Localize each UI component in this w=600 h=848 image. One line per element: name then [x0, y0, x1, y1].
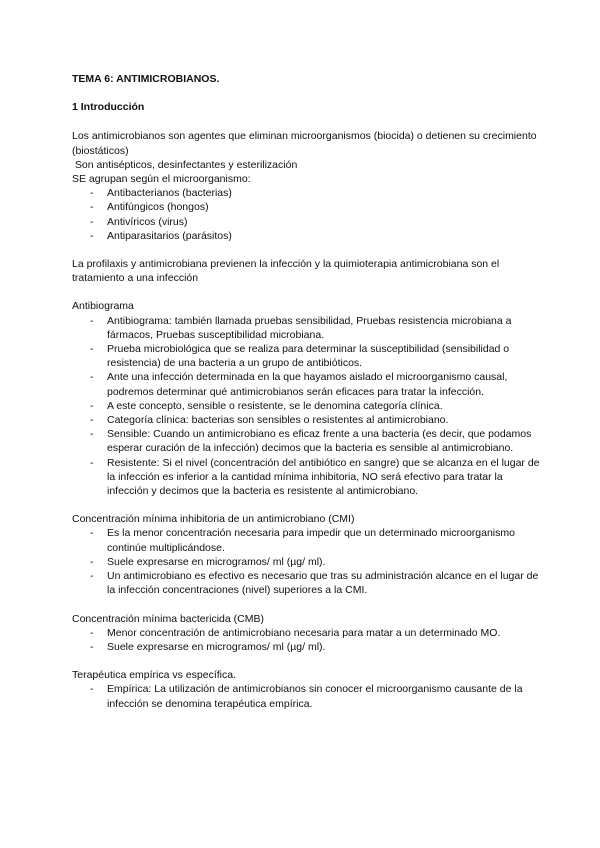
- list-item: - Antifúngicos (hongos): [72, 200, 540, 214]
- cmi-list: [72, 526, 540, 597]
- cmb-list: [72, 626, 540, 654]
- microorganism-group-list: [72, 186, 540, 243]
- prophylaxis-paragraph: La profilaxis y antimicrobiana previenen la infección y la quimioterapia antimicrobiana son el tratamiento a una infección: [72, 258, 500, 285]
- list-item: - Suele expresarse en microgramos/ ml (µg/ ml).: [72, 640, 540, 654]
- list-item: - Antiparasitarios (parásitos): [72, 229, 540, 243]
- list-item: - Un antimicrobiano es efectivo es necesario que tras su administración alcance en el lugar de la infección concentraciones (nivel) superiores a la CMI.: [72, 569, 540, 597]
- section-heading-introduccion: 1 Introducción: [72, 101, 145, 114]
- section-heading-terapeutica: Terapéutica empírica vs específica.: [72, 669, 236, 682]
- intro-line-antisepticos: Son antisépticos, desinfectantes y esterilización: [72, 158, 298, 171]
- list-item: - Suele expresarse en microgramos/ ml (µg/ ml).: [72, 555, 540, 569]
- antibiograma-list: [72, 314, 540, 499]
- section-heading-cmb: Concentración mínima bactericida (CMB): [72, 612, 264, 625]
- intro-line-agrupan: SE agrupan según el microorganismo:: [72, 173, 251, 186]
- list-item: - Prueba microbiológica que se realiza para determinar la susceptibilidad (sensibilidad o resistencia) de una bacteria a un grupo de antibióticos.: [72, 342, 540, 370]
- list-item: - Sensible: Cuando un antimicrobiano es eficaz frente a una bacteria (es decir, que podamos esperar curación de la infección) decimos que la bacteria es sensible al antimicrobiano.: [72, 427, 540, 455]
- list-item: - Ante una infección determinada en la que hayamos aislado el microorganismo causal, podremos determinar qué antimicrobianos serán eficaces para tratar la infección.: [72, 370, 540, 398]
- page-title: TEMA 6: ANTIMICROBIANOS.: [72, 73, 220, 85]
- section-heading-antibiograma: Antibiograma: [72, 300, 134, 313]
- intro-paragraph: Los antimicrobianos son agentes que eliminan microorganismos (biocida) o detienen su crecimiento (biostáticos): [72, 130, 537, 157]
- terapeutica-list: [72, 682, 540, 710]
- list-item: - Menor concentración de antimicrobiano necesaria para matar a un determinado MO.: [72, 626, 540, 640]
- list-item: - Antibiograma: también llamada pruebas sensibilidad, Pruebas resistencia microbiana a fármacos, Pruebas susceptibilidad microbiana.: [72, 314, 540, 342]
- list-item: - Antibacterianos (bacterias): [72, 186, 540, 200]
- list-item: - Empírica: La utilización de antimicrobianos sin conocer el microorganismo causante de la infección se denomina terapéutica empírica.: [72, 682, 540, 710]
- list-item: - Es la menor concentración necesaria para impedir que un determinado microorganismo continúe multiplicándose.: [72, 526, 540, 554]
- list-item: - Categoría clínica: bacterias son sensibles o resistentes al antimicrobiano.: [72, 413, 540, 427]
- section-heading-cmi: Concentración mínima inhibitoria de un antimicrobiano (CMI): [72, 513, 355, 526]
- list-item: - Resistente: Si el nivel (concentración del antibiótico en sangre) que se alcanza en el lugar de la infección es inferior a la cantidad mínima inhibitoria, NO será efectivo para tratar la infección y decimos que la bacteria es resistente al antimicrobiano.: [72, 456, 540, 499]
- list-item: - A este concepto, sensible o resistente, se le denomina categoría clínica.: [72, 399, 540, 413]
- list-item: - Antivíricos (virus): [72, 215, 540, 229]
